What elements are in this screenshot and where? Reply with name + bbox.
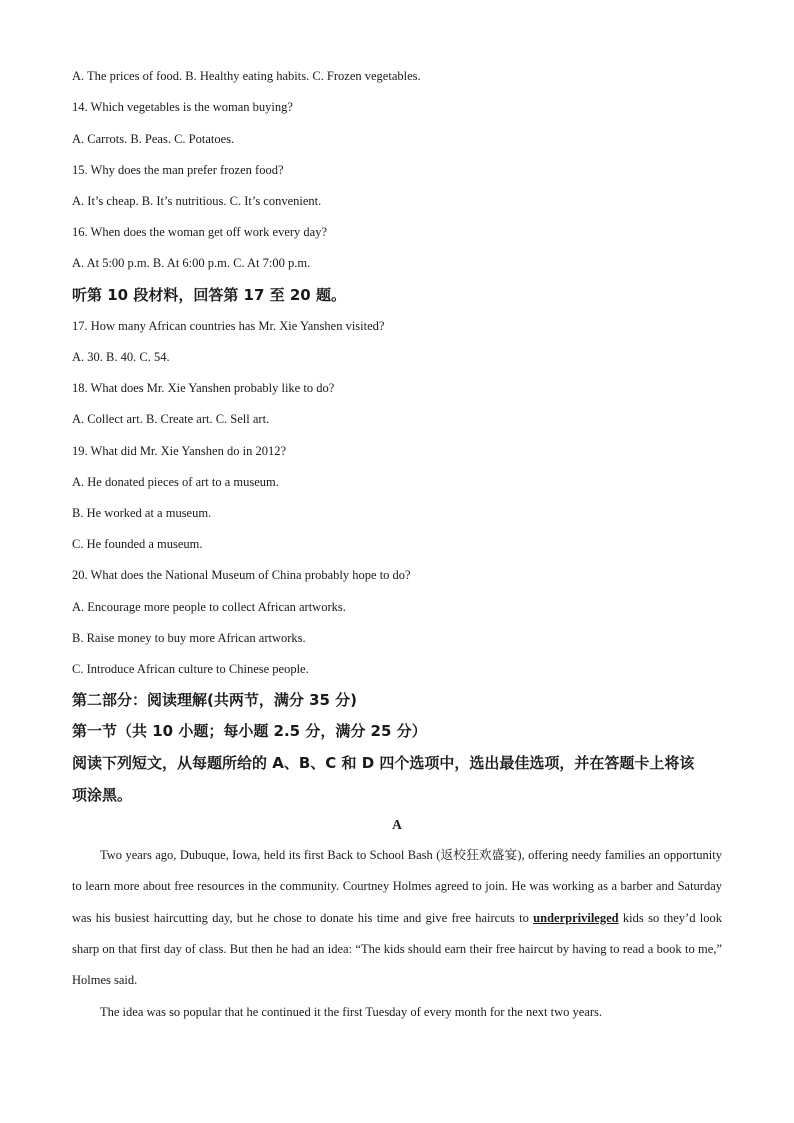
q13-options: A. The prices of food. B. Healthy eating habits. C. Frozen vegetables. (72, 69, 421, 83)
q20-option-a: A. Encourage more people to collect African artworks. (72, 600, 346, 614)
q18-options: A. Collect art. B. Create art. C. Sell art. (72, 412, 270, 426)
passage-a-paragraph-1 (72, 840, 722, 996)
paragraph-1-text-start: Two years ago, Dubuque, Iowa, held its first Back to School Bash (返校狂欢盛宴), offering needy families an opportunity to learn more about free resources in the community. Courtney Holmes agreed to join. He was working as a barber and Saturday was his busiest haircutting day, but he chose to donate his time and give free haircuts to (72, 848, 722, 925)
q14-question: 14. Which vegetables is the woman buying? (72, 100, 293, 114)
q16-options: A. At 5:00 p.m. B. At 6:00 p.m. C. At 7:00 p.m. (72, 256, 311, 270)
q20-option-b: B. Raise money to buy more African artworks. (72, 631, 306, 645)
section10-heading: 听第 10 段材料，回答第 17 至 20 题。 (72, 286, 346, 304)
part2-heading: 第二部分：阅读理解(共两节，满分 35 分) (72, 691, 358, 709)
passage-a-label: A (392, 817, 402, 832)
vocabulary-keyword: underprivileged (533, 910, 619, 925)
q20-question: 20. What does the National Museum of China probably hope to do? (72, 568, 411, 582)
q16-question: 16. When does the woman get off work every day? (72, 225, 328, 239)
part2-instruction-line1: 阅读下列短文，从每题所给的 A、B、C 和 D 四个选项中，选出最佳选项，并在答题卡上将该 (72, 754, 695, 772)
q17-options: A. 30. B. 40. C. 54. (72, 350, 170, 364)
q15-options: A. It’s cheap. B. It’s nutritious. C. It’s convenient. (72, 194, 322, 208)
part2-instruction-line2: 项涂黑。 (72, 786, 133, 804)
q18-question: 18. What does Mr. Xie Yanshen probably like to do? (72, 381, 335, 395)
q15-question: 15. Why does the man prefer frozen food? (72, 163, 284, 177)
q17-question: 17. How many African countries has Mr. Xie Yanshen visited? (72, 319, 385, 333)
q19-option-b: B. He worked at a museum. (72, 506, 212, 520)
q20-option-c: C. Introduce African culture to Chinese people. (72, 662, 309, 676)
q19-option-c: C. He founded a museum. (72, 537, 203, 551)
q19-question: 19. What did Mr. Xie Yanshen do in 2012? (72, 444, 286, 458)
q19-option-a: A. He donated pieces of art to a museum. (72, 475, 279, 489)
part2-section1-heading: 第一节（共 10 小题；每小题 2.5 分，满分 25 分） (72, 722, 427, 740)
passage-a-paragraph-2: The idea was so popular that he continued it the first Tuesday of every month for the next two years. (100, 1005, 602, 1019)
q14-options: A. Carrots. B. Peas. C. Potatoes. (72, 132, 235, 146)
paragraph-1-text-end: kids so they’d look sharp on that first day of class. But then he had an idea: “The kids should earn their free haircut by having to read a book to me,” Holmes said. (72, 910, 723, 988)
